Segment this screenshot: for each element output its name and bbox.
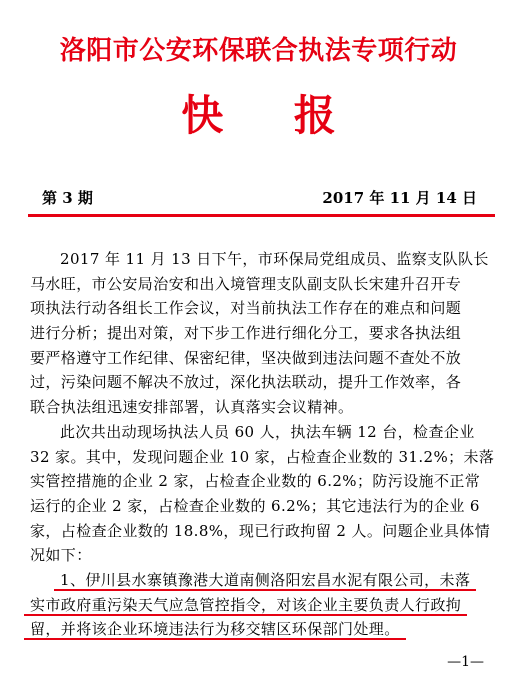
body-line: 实管控措施的企业 2 家，占检查企业数的 6.2%；防污设施不正常 [30,472,481,491]
highlighted-body-line [30,617,486,642]
body-line: 过，污染问题不解决不放过，深化执法联动，提升工作效率，各 [30,373,462,392]
body-line: 马水旺，市公安局治安和出入境管理支队副支队长宋建升召开专 [30,274,462,293]
highlight-underline: 留，并将该企业环境违法行为移交辖区环保部门处理。 [30,620,400,639]
body-line: 项执法行动各组长工作会议，对当前执法工作存在的难点和问题 [30,299,462,318]
highlighted-body-line [30,568,486,593]
body-line: 联合执法组迅速安排部署，认真落实会议精神。 [30,398,354,417]
page-number: —1— [447,654,484,670]
body-line: 32 家。其中，发现问题企业 10 家，占检查企业数的 31.2%；未落 [30,447,495,466]
body-line: 此次共出动现场执法人员 60 人，执法车辆 12 台，检查企业 [60,422,475,441]
body-line: 2017 年 11 月 13 日下午，市环保局党组成员、监察支队队长 [60,250,489,268]
body-line: 要严格遵守工作纪律、保密纪律，坚决做到违法问题不查处不放 [30,348,462,367]
document-header-title: 洛阳市公安环保联合执法专项行动 [59,36,458,66]
highlighted-body-line [30,593,486,618]
body-line: 运行的企业 2 家，占检查企业数的 6.2%；其它违法行为的企业 6 [30,496,480,515]
body-line: 进行分析；提出对策，对下步工作进行细化分工，要求各执法组 [30,324,462,343]
body-line: 况如下： [30,546,92,565]
highlight-underline: 实市政府重污染天气应急管控指令，对该企业主要负责人行政拘 [30,595,462,614]
body-line: 家，占检查企业数的 18.8%，现已行政拘留 2 人。问题企业具体情 [30,521,491,540]
issue-date-row [42,188,477,208]
issue-date: 2017 年 11 月 14 日 [322,189,477,207]
red-divider-line [28,214,495,217]
highlight-underline: 1、伊川县水寨镇豫港大道南侧洛阳宏昌水泥有限公司，未落 [60,570,471,589]
document-body [30,247,495,642]
issue-number: 第 3 期 [42,189,93,207]
document-header-subtitle: 快 报 [181,91,364,140]
